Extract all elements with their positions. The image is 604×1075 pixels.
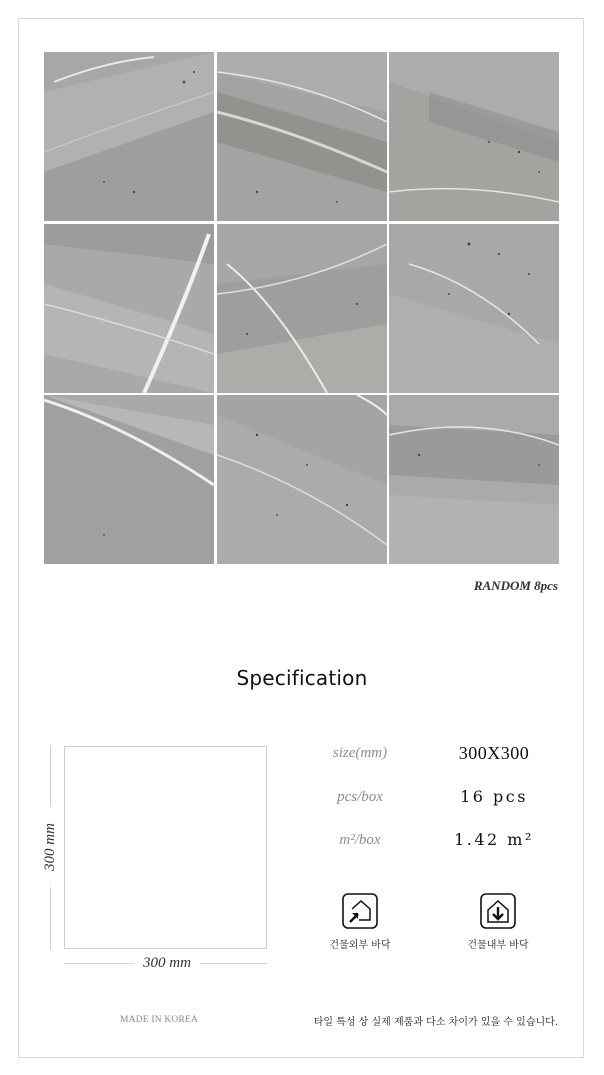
spec-value: 1.42 m² [454,830,534,849]
tile-image [44,52,214,221]
spec-row-area [300,828,580,852]
dimension-height-label: 300 mm [41,807,59,887]
spec-value: 16 pcs [460,787,528,806]
tile-image [389,52,559,221]
spec-title: Specification [236,666,368,690]
tile-image [217,224,387,393]
tile-image [44,395,214,564]
random-caption: RANDOM 8pcs [473,578,558,593]
tile-outline [64,746,267,949]
usage-label: 건물내부 바닥 [467,940,529,951]
usage-interior-floor [448,893,548,951]
tile-image [217,395,387,564]
usage-label: 건물외부 바닥 [329,940,391,951]
spec-label: size(mm) [332,745,388,761]
tile-image [217,52,387,221]
spec-row-pcs [300,785,580,809]
usage-exterior-floor [310,893,410,951]
made-in-label: MADE IN KOREA [120,1015,199,1025]
spec-value: 300X300 [458,743,530,763]
exterior-floor-icon [342,893,378,929]
spec-label: m²/box [339,832,381,848]
tile-grid [44,52,559,565]
disclaimer-text: 타일 특성 상 실제 제품과 다소 차이가 있을 수 있습니다. [313,1017,558,1028]
spec-label: pcs/box [337,789,383,805]
dimension-width-label: 300 mm [134,954,200,972]
tile-image [389,224,559,393]
tile-image [389,395,559,564]
interior-floor-icon [480,893,516,929]
tile-image [44,224,214,393]
spec-row-size [300,741,580,765]
